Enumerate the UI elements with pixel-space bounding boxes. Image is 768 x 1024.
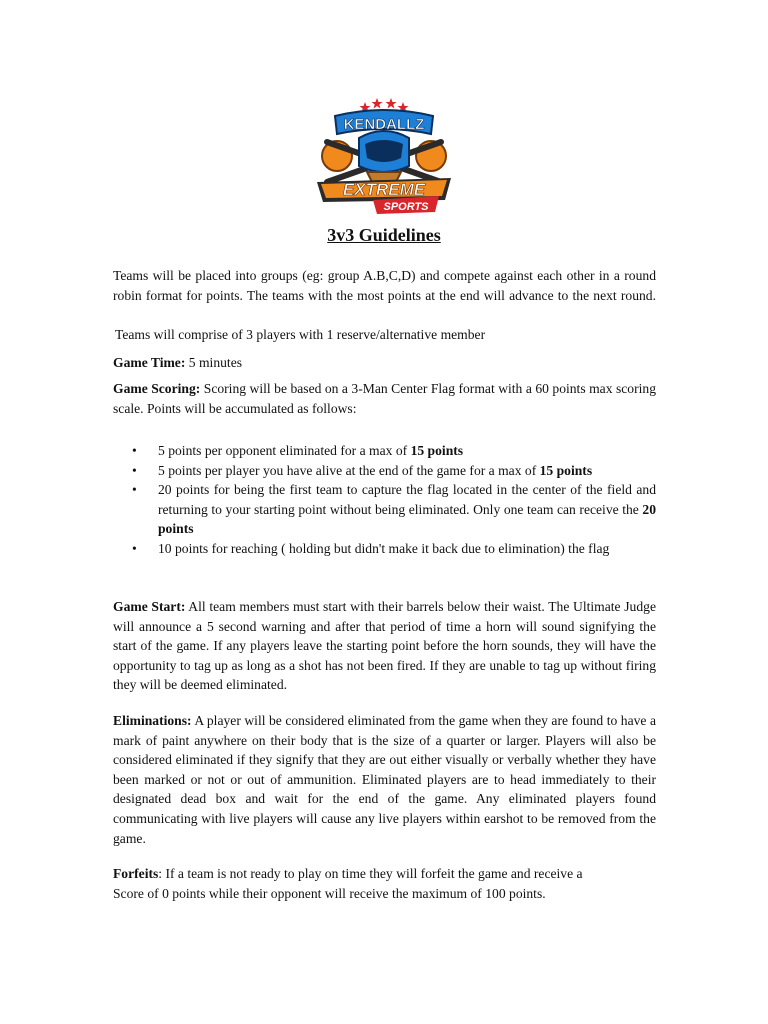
scoring-points-list xyxy=(113,441,656,559)
game-scoring-text: Scoring will be based on a 3-Man Center Flag format with a 60 points max scoring scale. Points will be accumulated as follows: xyxy=(113,381,656,416)
eliminations-text: A player will be considered eliminated from the game when they are found to have a mark of paint anywhere on their body that is the size of a quarter or larger. Players will also be considered eliminated if they signify that they are out either visually or verbally whether they have been marked or not or out of ammunition. Eliminated players are to head immediately to their designated dead box and wait for the end of the game. Any eliminated players found communicating with live players will cause any live players within earshot to be removed from the game. xyxy=(113,713,656,846)
team-composition-text: Teams will comprise of 3 players with 1 reserve/alternative member xyxy=(115,327,486,342)
bullet-icon: • xyxy=(132,540,137,556)
eliminations-paragraph xyxy=(113,711,656,848)
forfeits-paragraph xyxy=(113,864,656,903)
page-title: 3v3 Guidelines xyxy=(327,225,441,245)
list-item: • 10 points for reaching ( holding but didn't make it back due to elimination) the flag xyxy=(113,539,656,559)
game-start-paragraph xyxy=(113,597,656,695)
game-time-line xyxy=(113,353,656,373)
bullet-icon: • xyxy=(132,443,137,458)
game-start-text: All team members must start with their barrels below their waist. The Ultimate Judge will announce a 5 second warning and after that period of time a horn will sound signifying the start of the game. If any players leave the starting point before the horn sounds, they will have the opportunity to tag up as long as a shot has not been fired. If they are unable to tag up without firing they will be deemed eliminated. xyxy=(113,599,656,693)
logo-text-sports: SPORTS xyxy=(383,201,429,213)
forfeits-text-line-1: : If a team is not ready to play on time they will forfeit the game and receive a xyxy=(158,866,583,881)
game-time-label: Game Time: xyxy=(113,355,186,370)
intro-paragraph: Teams will be placed into groups (eg: group A.B,C,D) and compete against each other in a round robin format for points. The teams with the most points at the end will advance to the next round. xyxy=(113,268,656,303)
list-item: • 5 points per opponent eliminated for a max of 15 points xyxy=(113,441,656,461)
game-scoring-label: Game Scoring: xyxy=(113,381,201,396)
logo-text-extreme: EXTREME xyxy=(342,180,426,199)
logo-text-kendallz: KENDALLZ xyxy=(343,116,425,133)
list-item: • 20 points for being the first team to capture the flag located in the center of the field and returning to your starting point without being eliminated. Only one team can receive the 20 points xyxy=(132,482,656,537)
bullet-icon: • xyxy=(132,462,137,478)
forfeits-text-line-2: Score of 0 points while their opponent will receive the maximum of 100 points. xyxy=(113,885,546,901)
eliminations-label: Eliminations: xyxy=(113,713,192,728)
kendallz-extreme-sports-logo xyxy=(313,96,455,218)
forfeits-label: Forfeits xyxy=(113,866,159,881)
game-start-label: Game Start: xyxy=(113,599,186,614)
game-time-value: 5 minutes xyxy=(185,355,243,370)
list-item: • 5 points per player you have alive at the end of the game for a max of 15 points xyxy=(113,461,656,481)
bullet-icon: • xyxy=(132,482,137,498)
game-scoring-paragraph xyxy=(113,379,656,418)
